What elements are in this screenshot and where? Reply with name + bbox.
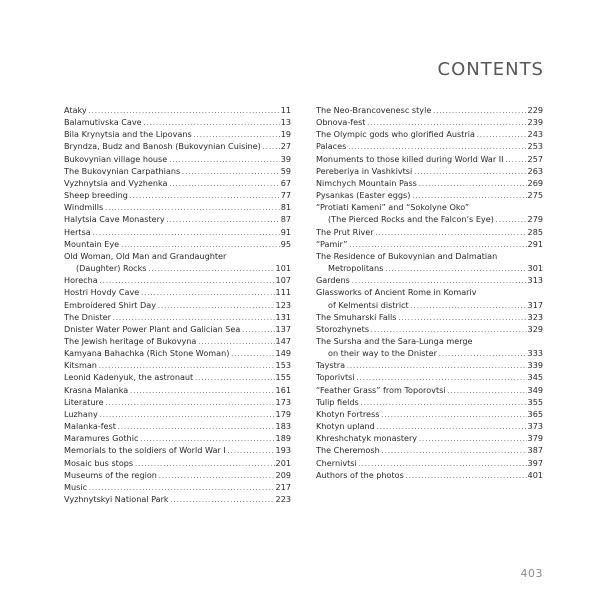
toc-entry	[64, 299, 291, 311]
toc-entry-title: on their way to the Dnister . . .	[328, 347, 527, 359]
toc-entry-title: Embroidered Shirt Day . . .	[64, 299, 275, 311]
toc-entry	[64, 469, 291, 481]
toc-entry-page: 183	[275, 421, 291, 432]
toc-entry-title: “Feather Grass” from Toporovtsi . . .	[316, 384, 527, 396]
toc-entry	[316, 371, 543, 383]
toc-entry-title-line: Old Woman, Old Man and Grandaughter	[64, 250, 227, 261]
toc-entry-title: The Bukovynian Carpathians . . .	[64, 165, 280, 177]
toc-left-column	[64, 104, 291, 505]
toc-entry	[64, 153, 291, 165]
toc-entry-page: 131	[275, 311, 291, 322]
toc-entry	[316, 153, 543, 165]
toc-entry-page: 67	[280, 177, 291, 188]
toc-entry	[64, 396, 291, 408]
toc-entry-title: Sheep breeding . . .	[64, 189, 280, 201]
toc-entry-title: Pysankas (Easter eggs) . . .	[316, 189, 527, 201]
toc-entry	[64, 311, 291, 323]
toc-entry-title: Ataky . . .	[64, 104, 280, 116]
page-title: CONTENTS	[437, 59, 544, 80]
toc-entry-page: 329	[527, 323, 543, 334]
toc-entry	[316, 323, 543, 335]
toc-entry	[64, 371, 291, 383]
toc-entry-page: 333	[527, 348, 543, 359]
toc-entry	[64, 201, 291, 213]
toc-entry-page: 379	[527, 433, 543, 444]
toc-entry-page: 239	[527, 117, 543, 128]
toc-entry-title-line: “Protiati Kameni” and “Sokolyne Oko”	[316, 202, 470, 213]
toc-entry-title: Mountain Eye . . .	[64, 238, 280, 250]
toc-entry	[64, 432, 291, 444]
toc-entry	[316, 286, 543, 310]
toc-entry-title: Horecha . . .	[64, 274, 275, 286]
toc-entry-title: The Smuharski Falls . . .	[316, 311, 527, 323]
toc-entry	[316, 189, 543, 201]
toc-entry-title: Khotyn Fortress . . .	[316, 408, 527, 420]
toc-entry-title: The Prut River . . .	[316, 226, 527, 238]
toc-entry-page: 149	[275, 348, 291, 359]
toc-entry	[316, 335, 543, 359]
toc-entry-title: The Dnister . . .	[64, 311, 275, 323]
toc-entry-title: The Olympic gods who glorified Austria . . .	[316, 128, 527, 140]
toc-entry-title: Music . . .	[64, 481, 275, 493]
toc-entry	[64, 116, 291, 128]
toc-entry-page: 387	[527, 445, 543, 456]
toc-entry	[316, 432, 543, 444]
toc-entry	[64, 420, 291, 432]
toc-entry-title: Luzhany . . .	[64, 408, 275, 420]
toc-entry	[316, 165, 543, 177]
toc-entry-title: Khotyn upland . . .	[316, 420, 527, 432]
toc-entry	[64, 457, 291, 469]
toc-entry	[316, 444, 543, 456]
toc-entry-title: Hertsa . . .	[64, 226, 280, 238]
toc-entry-page: 111	[275, 287, 291, 298]
toc-entry-page: 39	[280, 153, 291, 164]
toc-entry	[64, 189, 291, 201]
toc-entry	[64, 165, 291, 177]
toc-entry	[316, 250, 543, 274]
toc-entry-page: 179	[275, 408, 291, 419]
toc-entry-page: 153	[275, 360, 291, 371]
toc-entry-page: 317	[527, 299, 543, 310]
toc-entry-page: 87	[280, 214, 291, 225]
toc-entry-title: Malanka-fest . . .	[64, 420, 275, 432]
toc-entry	[316, 384, 543, 396]
toc-entry-title: of Kelmentsi district . . .	[328, 299, 527, 311]
toc-entry-title: Mosaic bus stops . . .	[64, 457, 275, 469]
toc-entry	[64, 408, 291, 420]
toc-entry-page: 285	[527, 226, 543, 237]
toc-entry-title: Storozhynets . . .	[316, 323, 527, 335]
toc-entry	[64, 347, 291, 359]
toc-entry	[64, 323, 291, 335]
page-number: 403	[520, 567, 543, 580]
toc-entry-title: Bryndza, Budz and Banosh (Bukovynian Cuisine) . . .	[64, 140, 280, 152]
toc-entry	[64, 274, 291, 286]
toc-entry-title: Bila Krynytsia and the Lipovans . . .	[64, 128, 280, 140]
toc-entry-title: Taystra . . .	[316, 359, 527, 371]
toc-entry-title: Dnister Water Power Plant and Galician Sea . . .	[64, 323, 275, 335]
toc-entry-page: 147	[275, 335, 291, 346]
toc-entry	[64, 226, 291, 238]
toc-entry-title: Museums of the region . . .	[64, 469, 275, 481]
toc-entry	[316, 238, 543, 250]
toc-entry	[64, 335, 291, 347]
toc-entry-page: 95	[280, 238, 291, 249]
toc-entry	[64, 140, 291, 152]
toc-entry-page: 81	[280, 202, 291, 213]
toc-entry-title: Palaces . . .	[316, 140, 527, 152]
toc-entry-page: 243	[527, 129, 543, 140]
toc-entry	[316, 469, 543, 481]
toc-entry-title: Monuments to those killed during World War II . . .	[316, 153, 527, 165]
toc-entry-page: 253	[527, 141, 543, 152]
toc-entry-title: The Jewish heritage of Bukovyna . . .	[64, 335, 275, 347]
toc-entry-title: Pereberiya in Vashkivtsi . . .	[316, 165, 527, 177]
toc-entry-title: Obnova-fest . . .	[316, 116, 527, 128]
toc-entry-page: 339	[527, 360, 543, 371]
toc-entry-title: Nimchych Mountain Pass . . .	[316, 177, 527, 189]
toc-entry-title-line: The Residence of Bukovynian and Dalmatian	[316, 250, 498, 261]
toc-entry-page: 107	[275, 275, 291, 286]
toc-entry	[64, 481, 291, 493]
toc-entry-page: 77	[280, 190, 291, 201]
toc-entry-page: 217	[275, 481, 291, 492]
toc-entry-title: Chernivtsi . . .	[316, 457, 527, 469]
toc-entry	[316, 140, 543, 152]
toc-entry-page: 269	[527, 177, 543, 188]
toc-entry	[316, 408, 543, 420]
toc-entry-title: Vyzhnytsia and Vyzhenka . . .	[64, 177, 280, 189]
toc-entry-page: 275	[527, 190, 543, 201]
toc-entry-page: 209	[275, 469, 291, 480]
toc-entry-page: 301	[527, 263, 543, 274]
toc-entry-page: 193	[275, 445, 291, 456]
toc-entry	[316, 128, 543, 140]
toc-entry-title: “Pamir” . . .	[316, 238, 527, 250]
toc-entry-title: Windmills . . .	[64, 201, 280, 213]
toc-entry	[316, 359, 543, 371]
toc-entry-page: 229	[527, 105, 543, 115]
toc-entry	[64, 213, 291, 225]
toc-entry	[316, 396, 543, 408]
toc-entry-page: 365	[527, 408, 543, 419]
toc-entry-page: 397	[527, 457, 543, 468]
toc-entry-title: Leonid Kadenyuk, the astronaut . . .	[64, 371, 275, 383]
toc-entry-page: 173	[275, 396, 291, 407]
toc-entry-page: 401	[527, 469, 543, 480]
toc-entry-page: 373	[527, 421, 543, 432]
toc-entry-title: (Daughter) Rocks . . .	[76, 262, 275, 274]
toc-entry-page: 345	[527, 372, 543, 383]
toc-entry	[316, 201, 543, 225]
toc-entry	[316, 420, 543, 432]
toc-entry	[64, 250, 291, 274]
toc-entry-title: Kamyana Bahachka (Rich Stone Woman) . . .	[64, 347, 275, 359]
toc-entry-title: Literature . . .	[64, 396, 275, 408]
toc-entry-page: 355	[527, 396, 543, 407]
toc-entry-page: 91	[280, 226, 291, 237]
toc-entry-page: 27	[280, 141, 291, 152]
toc-entry-page: 161	[275, 384, 291, 395]
toc-entry	[316, 274, 543, 286]
toc-entry-title: Vyzhnytskyi National Park . . .	[64, 493, 275, 505]
toc-entry	[316, 177, 543, 189]
toc-entry-title: Bukovynian village house . . .	[64, 153, 280, 165]
toc-entry	[64, 238, 291, 250]
toc-entry-page: 257	[527, 153, 543, 164]
toc-entry-page: 263	[527, 165, 543, 176]
toc-entry	[316, 311, 543, 323]
toc-entry-title: Authors of the photos . . .	[316, 469, 527, 481]
toc-entry	[64, 384, 291, 396]
toc-entry-page: 13	[280, 117, 291, 128]
toc-entry-title: Tulip fields . . .	[316, 396, 527, 408]
toc-entry-page: 11	[280, 105, 291, 115]
toc-entry-page: 279	[527, 214, 543, 225]
toc-entry	[64, 104, 291, 116]
toc-entry-title: Halytsia Cave Monastery . . .	[64, 213, 280, 225]
toc-entry-page: 189	[275, 433, 291, 444]
toc-entry-page: 349	[527, 384, 543, 395]
toc-entry-title: Maramures Gothic . . .	[64, 432, 275, 444]
toc-entry-page: 101	[275, 263, 291, 274]
toc-entry-title: Kitsman . . .	[64, 359, 275, 371]
toc-entry-page: 59	[280, 165, 291, 176]
toc-entry	[64, 128, 291, 140]
toc-entry	[64, 493, 291, 505]
toc-entry-title: Gardens . . .	[316, 274, 527, 286]
toc-entry-title: The Cheremosh . . .	[316, 444, 527, 456]
toc-entry	[64, 359, 291, 371]
toc-entry-page: 137	[275, 323, 291, 334]
toc-entry-title: (The Pierced Rocks and the Falcon’s Eye) . . .	[328, 213, 527, 225]
toc-entry-title: Memorials to the soldiers of World War I . . .	[64, 444, 275, 456]
toc-entry-title: Hostri Hovdy Cave . . .	[64, 286, 275, 298]
toc-entry	[64, 177, 291, 189]
toc-entry-title: Balamutivska Cave . . .	[64, 116, 280, 128]
toc-entry-title-line: Glassworks of Ancient Rome in Komariv	[316, 287, 477, 298]
toc-entry-title: Metropolitans . . .	[328, 262, 527, 274]
toc-entry-page: 19	[280, 129, 291, 140]
toc-entry	[64, 444, 291, 456]
toc-entry	[316, 457, 543, 469]
toc-entry	[316, 226, 543, 238]
toc-entry	[316, 116, 543, 128]
toc-entry-title: Krasna Malanka . . .	[64, 384, 275, 396]
toc-entry	[64, 286, 291, 298]
toc-entry-page: 155	[275, 372, 291, 383]
toc-entry-title: Khreshchatyk monastery . . .	[316, 432, 527, 444]
toc-right-column	[316, 104, 543, 481]
toc-entry	[316, 104, 543, 116]
toc-entry-page: 223	[275, 494, 291, 504]
toc-entry-page: 123	[275, 299, 291, 310]
toc-entry-page: 291	[527, 238, 543, 249]
toc-entry-page: 323	[527, 311, 543, 322]
toc-entry-title-line: The Sursha and the Sara-Lunga merge	[316, 335, 473, 346]
toc-entry-page: 313	[527, 275, 543, 286]
toc-entry-title: Toporivtsi . . .	[316, 371, 527, 383]
toc-entry-page: 201	[275, 457, 291, 468]
toc-entry-title: The Neo-Brancovenesc style . . .	[316, 104, 527, 116]
